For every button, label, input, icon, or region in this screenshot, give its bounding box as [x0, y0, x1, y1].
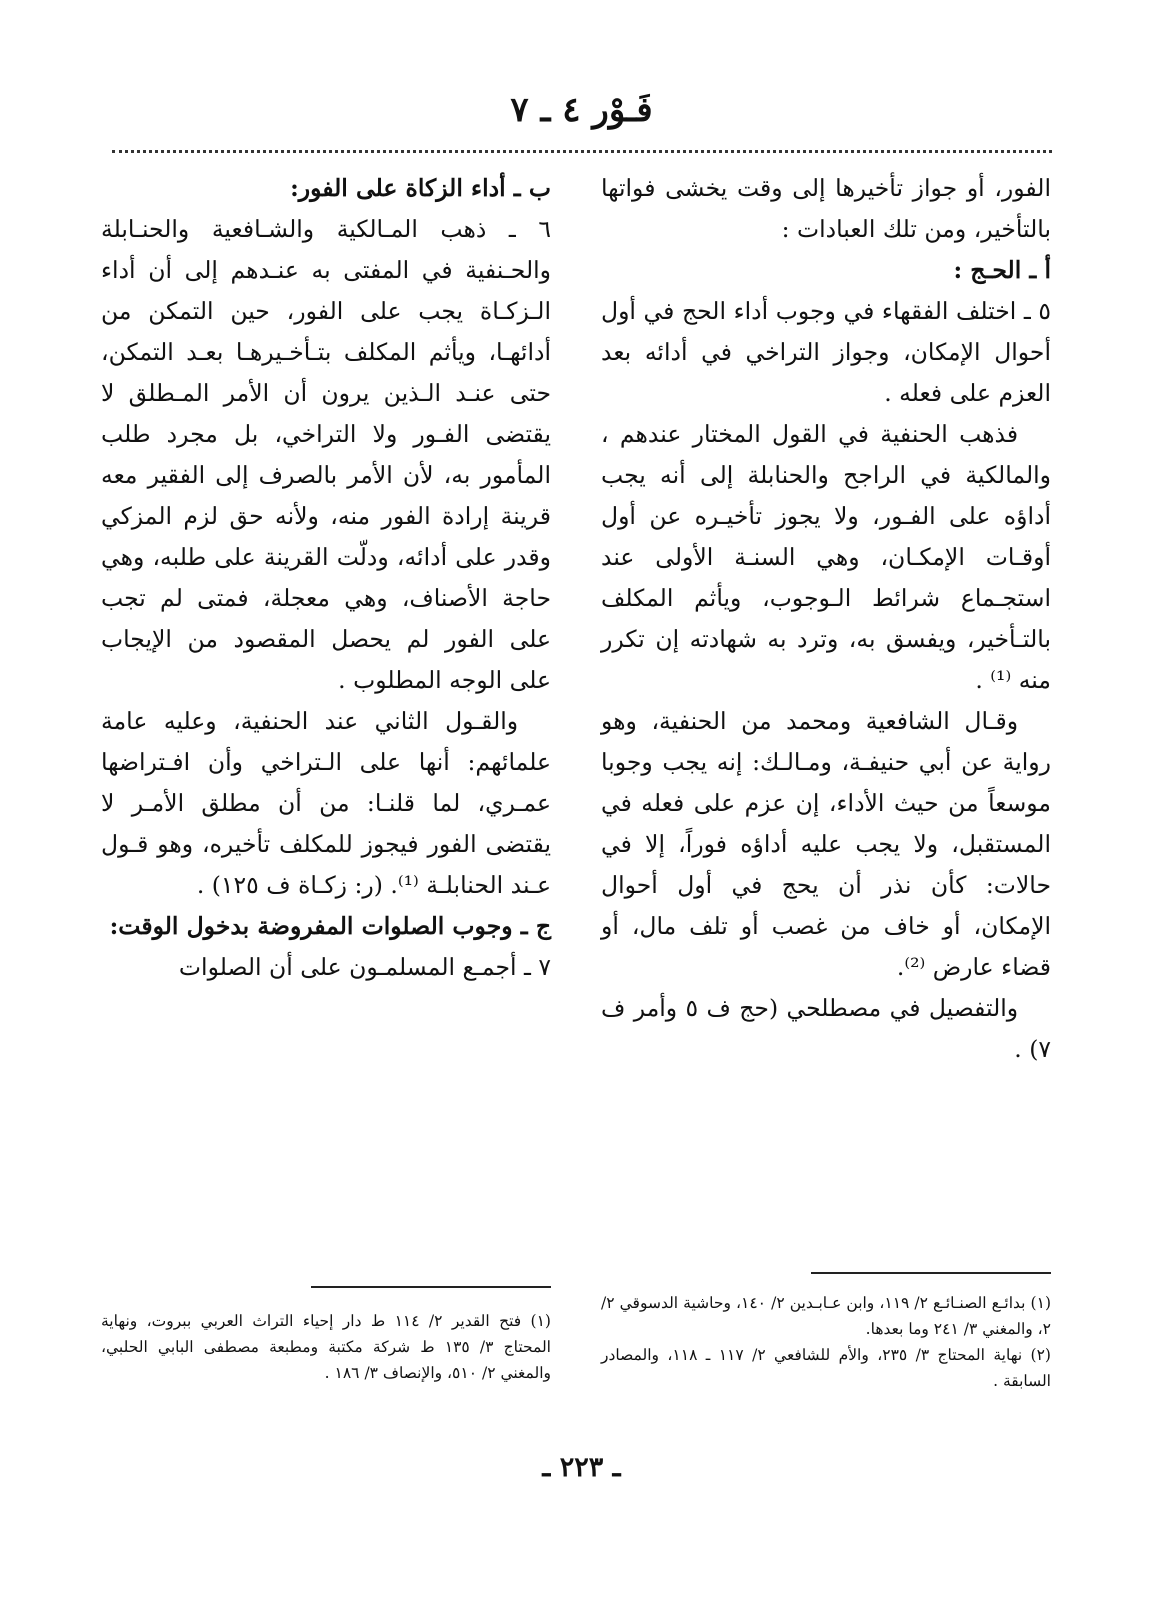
footnote-item: (١) فتح القدير ٢/ ١١٤ ط دار إحياء التراث العربي ببروت، ونهاية المحتاج ٣/ ١٣٥ ط شركة مكتبة ومطبعة مصطفى البابي الحلبي، والمغني ٢/ ٥١٠، والإنصاف ٣/ ١٨٦ .: [101, 1312, 551, 1382]
footnote-item: (٢) نهاية المحتاج ٣/ ٢٣٥، والأم للشافعي ٢/ ١١٧ ـ ١١٨، والمصادر السابقة .: [601, 1346, 1051, 1390]
section-heading-hajj: أ ـ الحـج :: [953, 256, 1051, 284]
paragraph-prayers-start: ٧ ـ أجمـع المسلمـون على أن الصلوات: [178, 953, 551, 981]
header-dotted-divider: [112, 150, 1052, 153]
page-number: ـ ٢٢٣ ـ: [542, 1452, 621, 1483]
section-heading-prayers: ج ـ وجوب الصلوات المفروضة بدخول الوقت:: [109, 912, 551, 940]
footnote-rule-left: [311, 1286, 551, 1288]
footnotes-right: [601, 1290, 1051, 1394]
paragraph-zakat-second-opinion: والقـول الثاني عند الحنفية، وعليه عامة علمائهم: أنها على الـتراخي وأن افـتراضها عمـري، لما قلنـا: من أن مطلق الأمـر لا يقتضى الفور فيجوز للمكلف تأخيره، وهو قـول عـند الحنابلـة ⁽¹⁾. (ر: زكـاة ف ١٢٥) .: [101, 707, 551, 899]
paragraph-zakat-immediate: ٦ ـ ذهب المـالكية والشـافعية والحنـابلة والحـنفية في المفتى به عنـدهم إلى أن أداء الـزكـاة يجب على الفور، حين التمكن من أدائهـا، ويأثم المكلف بتـأخـيرهـا بعـد التمكن، حتى عنـد الـذين يرون أن الأمر المـطلق لا يقتضى الفـور ولا التراخي، بل مجرد طلب المأمور به، لأن الأمر بالصرف إلى الفقير معه قرينة إرادة الفور منه، ولأنه حق لزم المزكي وقدر على أدائه، ودلّت القرينة على طلبه، وهي حاجة الأصناف، وهي معجلة، فمتى لم تجب على الفور لم يحصل المقصود من الإيجاب على الوجه المطلوب .: [101, 215, 551, 694]
footnote-item: (١) بدائـع الصنـائـع ٢/ ١١٩، وابن عـابـدين ٢/ ١٤٠، وحاشية الدسوقي ٢/ ٢، والمغني ٣/ ٢٤١ وما بعدها.: [601, 1294, 1051, 1338]
section-heading-zakat: ب ـ أداء الزكاة على الفور:: [290, 174, 551, 202]
left-column: [101, 168, 551, 988]
page-header-title: فَـوْر ٤ ـ ٧: [510, 90, 653, 130]
footnote-rule-right: [811, 1272, 1051, 1274]
paragraph-hajj-intro: ٥ ـ اختلف الفقهاء في وجوب أداء الحج في أول أحوال الإمكان، وجواز التراخي في أدائه بعد العزم على فعله .: [601, 297, 1051, 407]
footnotes-left: [101, 1308, 551, 1386]
paragraph-shafii-opinion: وقـال الشافعية ومحمد من الحنفية، وهو رواية عن أبي حنيفـة، ومـالـك: إنه يجب وجوبا موسعاً من حيث الأداء، إن عزم على فعله في المستقبل، ولا يجب عليه أداؤه فوراً، إلا في حالات: كأن نذر أن يحج في أول أحوال الإمكان، أو خاف من غصب أو تلف مال، أو قضاء عارض ⁽²⁾.: [601, 707, 1052, 981]
paragraph-hanafi-opinion: فذهب الحنفية في القول المختار عندهم ، والمالكية في الراجح والحنابلة إلى أنه يجب أداؤه على الفـور، ولا يجوز تأخيـره عن أول أوقـات الإمكـان، وهي السنـة الأولى عند استجـماع شرائط الـوجوب، ويأثم المكلف بالتـأخير، ويفسق به، وترد به شهادته إن تكرر منه ⁽¹⁾ .: [601, 420, 1051, 694]
paragraph-continuation: الفور، أو جواز تأخيرها إلى وقت يخشى فواتها بالتأخير، ومن تلك العبادات :: [601, 174, 1051, 243]
paragraph-details-reference: والتفصيل في مصطلحي (حج ف ٥ وأمر ف ٧) .: [601, 994, 1051, 1063]
right-column: [601, 168, 1051, 1070]
